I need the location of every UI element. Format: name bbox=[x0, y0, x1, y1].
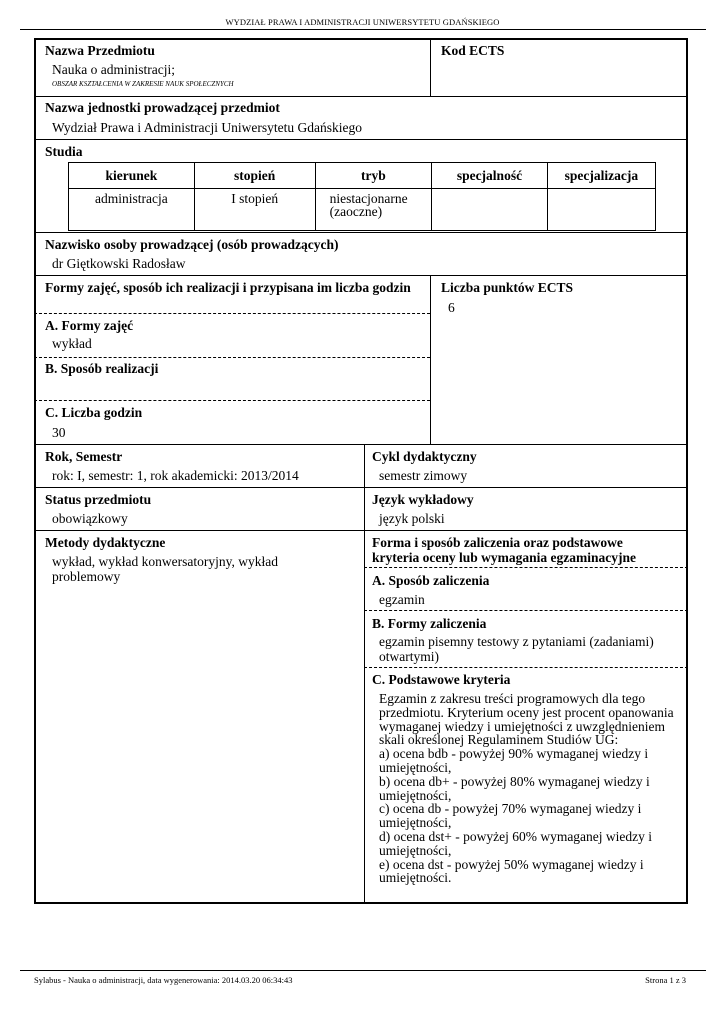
page-number: Strona 1 z 3 bbox=[645, 975, 686, 985]
divider bbox=[34, 444, 688, 445]
divider bbox=[34, 275, 688, 276]
divider bbox=[34, 313, 430, 314]
column-header: tryb bbox=[315, 163, 431, 189]
course-area: OBSZAR KSZTAŁCENIA W ZAKRESIE NAUK SPOŁECZNYCH bbox=[52, 80, 234, 88]
divider bbox=[34, 232, 688, 233]
cycle-label: Cykl dydaktyczny bbox=[372, 449, 477, 464]
table-cell: niestacjonarne (zaoczne) bbox=[315, 189, 431, 231]
table-cell: I stopień bbox=[194, 189, 315, 231]
unit-value: Wydział Prawa i Administracji Uniwersytetu Gdańskiego bbox=[52, 120, 362, 135]
course-name-value: Nauka o administracji; bbox=[52, 62, 175, 77]
language-value: język polski bbox=[379, 511, 445, 526]
assessment-c-value: Egzamin z zakresu treści programowych dla tego przedmiotu. Kryterium oceny jest procent opanowania wymaganej wiedzy i umiejętności z uwzględnieniem skali określonej Regulaminem Studiów UG: a) ocena bdb - powyżej 90% wymaganej wiedzy i umiejętności, b) ocena db+ - powyżej 80% wymaganej wiedzy i umiejętności, c) ocena db - powyżej 70% wymaganej wiedzy i umiejętności, d) ocena dst+ - powyżej 60% wymaganej wiedzy i umiejętności, e) ocena dst - powyżej 50% wymaganej wiedzy i umiejętności. bbox=[379, 691, 674, 886]
year-value: rok: I, semestr: 1, rok akademicki: 2013/2014 bbox=[52, 468, 299, 483]
assessment-b-label: B. Formy zaliczenia bbox=[372, 616, 487, 631]
column-header: specjalność bbox=[432, 163, 548, 189]
forms-a-value: wykład bbox=[52, 336, 92, 351]
page-header: WYDZIAŁ PRAWA I ADMINISTRACJI UNIWERSYTETU GDAŃSKIEGO bbox=[225, 17, 500, 27]
studies-table bbox=[68, 162, 656, 231]
status-value: obowiązkowy bbox=[52, 511, 128, 526]
divider bbox=[34, 96, 688, 97]
year-label: Rok, Semestr bbox=[45, 449, 123, 464]
instructor-label: Nazwisko osoby prowadzącej (osób prowadzących) bbox=[45, 237, 339, 252]
assessment-a-label: A. Sposób zaliczenia bbox=[372, 573, 490, 588]
table-cell bbox=[432, 189, 548, 231]
divider bbox=[364, 567, 688, 568]
methods-value: wykład, wykład konwersatoryjny, wykład problemowy bbox=[52, 554, 278, 584]
table-header-row bbox=[69, 163, 656, 189]
forms-label: Formy zajęć, sposób ich realizacji i przypisana im liczba godzin bbox=[45, 280, 411, 295]
course-name-label: Nazwa Przedmiotu bbox=[45, 43, 155, 58]
footer-generated: Sylabus - Nauka o administracji, data wygenerowania: 2014.03.20 06:34:43 bbox=[34, 975, 293, 985]
divider bbox=[430, 38, 431, 96]
studies-label: Studia bbox=[45, 144, 83, 159]
divider bbox=[34, 487, 688, 488]
divider bbox=[364, 610, 688, 611]
methods-label: Metody dydaktyczne bbox=[45, 535, 166, 550]
table-cell bbox=[547, 189, 655, 231]
forms-a-label: A. Formy zajęć bbox=[45, 318, 134, 333]
assessment-c-label: C. Podstawowe kryteria bbox=[372, 672, 511, 687]
instructor-value: dr Giętkowski Radosław bbox=[52, 256, 186, 271]
header-divider bbox=[20, 29, 706, 30]
divider bbox=[34, 400, 430, 401]
forms-c-label: C. Liczba godzin bbox=[45, 405, 143, 420]
column-header: stopień bbox=[194, 163, 315, 189]
forms-c-value: 30 bbox=[52, 425, 66, 440]
forms-b-label: B. Sposób realizacji bbox=[45, 361, 159, 376]
assessment-b-value: egzamin pisemny testowy z pytaniami (zadaniami) otwartymi) bbox=[379, 634, 654, 664]
assessment-label: Forma i sposób zaliczenia oraz podstawowe kryteria oceny lub wymagania egzaminacyjne bbox=[372, 535, 636, 565]
language-label: Język wykładowy bbox=[372, 492, 474, 507]
divider bbox=[364, 667, 688, 668]
status-label: Status przedmiotu bbox=[45, 492, 152, 507]
divider bbox=[34, 139, 688, 140]
assessment-a-value: egzamin bbox=[379, 592, 425, 607]
column-header: specjalizacja bbox=[547, 163, 655, 189]
divider bbox=[364, 444, 365, 904]
divider bbox=[430, 275, 431, 444]
table-cell: administracja bbox=[69, 189, 195, 231]
cycle-value: semestr zimowy bbox=[379, 468, 468, 483]
footer-divider bbox=[20, 970, 706, 971]
table-row bbox=[69, 189, 656, 231]
ects-points-value: 6 bbox=[448, 300, 455, 315]
divider bbox=[34, 357, 430, 358]
ects-code-label: Kod ECTS bbox=[441, 43, 505, 58]
column-header: kierunek bbox=[69, 163, 195, 189]
ects-points-label: Liczba punktów ECTS bbox=[441, 280, 574, 295]
unit-label: Nazwa jednostki prowadzącej przedmiot bbox=[45, 100, 280, 115]
divider bbox=[34, 530, 688, 531]
